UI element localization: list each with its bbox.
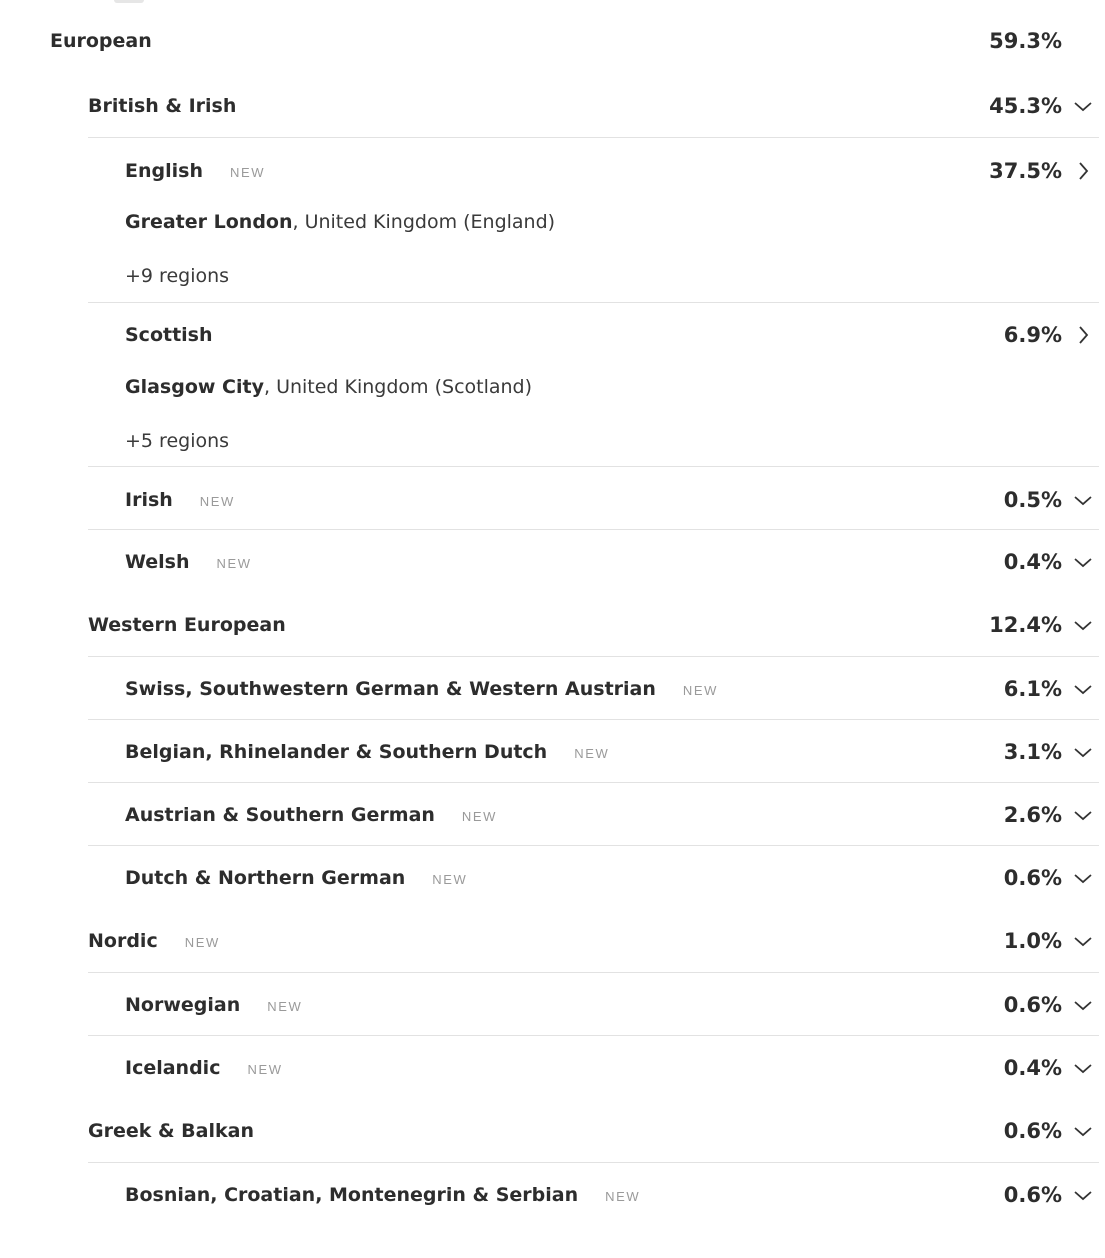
population-percent: 0.6% xyxy=(1003,1183,1062,1207)
group-label: British & Irish xyxy=(88,95,237,117)
chevron-down-icon[interactable] xyxy=(1073,96,1093,116)
divider xyxy=(88,719,1099,720)
population-percent: 0.6% xyxy=(1003,866,1062,890)
chevron-down-icon[interactable] xyxy=(1073,615,1093,635)
region-percent: 59.3% xyxy=(989,29,1062,53)
population-norwegian[interactable] xyxy=(125,990,1099,1020)
divider xyxy=(88,529,1099,530)
chevron-down-icon[interactable] xyxy=(1073,931,1093,951)
chevron-down-icon[interactable] xyxy=(1073,1058,1093,1078)
population-label: Icelandic xyxy=(125,1057,221,1079)
population-label: Belgian, Rhinelander & Southern Dutch xyxy=(125,741,548,763)
new-badge: NEW xyxy=(184,935,220,950)
group-percent: 0.6% xyxy=(1003,1119,1062,1143)
population-dutch[interactable] xyxy=(125,863,1099,893)
top-region-english xyxy=(125,211,555,233)
population-percent: 0.4% xyxy=(1003,1056,1062,1080)
group-percent: 12.4% xyxy=(989,613,1062,637)
population-scottish[interactable] xyxy=(125,320,1099,350)
top-region-country: , United Kingdom (England) xyxy=(292,211,556,233)
population-percent: 0.5% xyxy=(1003,488,1062,512)
population-label: Dutch & Northern German xyxy=(125,867,406,889)
more-regions-link[interactable]: +5 regions xyxy=(125,430,230,452)
population-percent: 6.1% xyxy=(1003,677,1062,701)
population-belgian[interactable] xyxy=(125,737,1099,767)
group-greek-balkan[interactable] xyxy=(88,1116,1099,1146)
divider xyxy=(88,302,1099,303)
divider xyxy=(88,1162,1099,1163)
new-badge: NEW xyxy=(574,746,610,761)
population-percent: 0.6% xyxy=(1003,993,1062,1017)
chevron-down-icon[interactable] xyxy=(1073,552,1093,572)
chevron-down-icon[interactable] xyxy=(1073,742,1093,762)
population-austrian[interactable] xyxy=(125,800,1099,830)
divider xyxy=(88,656,1099,657)
group-british-irish[interactable] xyxy=(88,91,1099,121)
top-region-country: , United Kingdom (Scotland) xyxy=(263,376,533,398)
population-label: Swiss, Southwestern German & Western Austrian xyxy=(125,678,656,700)
group-nordic[interactable] xyxy=(88,926,1099,956)
chevron-down-icon[interactable] xyxy=(1073,868,1093,888)
chevron-right-icon[interactable] xyxy=(1073,325,1093,345)
divider xyxy=(88,137,1099,138)
new-badge: NEW xyxy=(247,1062,283,1077)
region-label: European xyxy=(50,30,152,52)
new-badge: NEW xyxy=(461,809,498,824)
population-percent: 0.4% xyxy=(1003,550,1062,574)
population-irish[interactable] xyxy=(125,485,1099,515)
new-badge: NEW xyxy=(229,165,266,180)
population-label: Norwegian xyxy=(125,994,241,1016)
chevron-down-icon[interactable] xyxy=(1073,1121,1093,1141)
divider xyxy=(88,782,1099,783)
scroll-edge-indicator xyxy=(114,0,144,3)
group-percent: 45.3% xyxy=(989,94,1062,118)
divider xyxy=(88,1035,1099,1036)
top-region-name: Greater London xyxy=(125,211,293,233)
divider xyxy=(88,466,1099,467)
population-label: English xyxy=(125,160,203,182)
population-percent: 37.5% xyxy=(989,159,1062,183)
more-regions-link[interactable]: +9 regions xyxy=(125,265,230,287)
population-label: Austrian & Southern German xyxy=(125,804,435,826)
population-label: Bosnian, Croatian, Montenegrin & Serbian xyxy=(125,1184,579,1206)
chevron-down-icon[interactable] xyxy=(1073,995,1093,1015)
new-badge: NEW xyxy=(267,999,303,1014)
population-swiss[interactable] xyxy=(125,674,1099,704)
divider xyxy=(88,845,1099,846)
group-label: Greek & Balkan xyxy=(88,1120,254,1142)
population-icelandic[interactable] xyxy=(125,1053,1099,1083)
population-welsh[interactable] xyxy=(125,547,1099,577)
population-percent: 6.9% xyxy=(1003,323,1062,347)
chevron-down-icon[interactable] xyxy=(1073,490,1093,510)
population-bosnian[interactable] xyxy=(125,1180,1099,1210)
chevron-down-icon[interactable] xyxy=(1073,679,1093,699)
new-badge: NEW xyxy=(682,683,719,698)
group-label: Western European xyxy=(88,614,286,636)
new-badge: NEW xyxy=(216,556,252,571)
new-badge: NEW xyxy=(605,1189,641,1204)
group-western-european[interactable] xyxy=(88,610,1099,640)
new-badge: NEW xyxy=(199,494,235,509)
group-label: Nordic xyxy=(88,930,158,952)
population-label: Welsh xyxy=(125,551,190,573)
population-percent: 3.1% xyxy=(1003,740,1062,764)
top-region-scottish xyxy=(125,376,532,398)
group-percent: 1.0% xyxy=(1003,929,1062,953)
top-region-name: Glasgow City xyxy=(125,376,264,398)
chevron-down-icon[interactable] xyxy=(1073,805,1093,825)
divider xyxy=(88,972,1099,973)
population-label: Scottish xyxy=(125,324,213,346)
population-english[interactable] xyxy=(125,156,1099,186)
population-percent: 2.6% xyxy=(1003,803,1062,827)
region-european xyxy=(50,26,1099,56)
new-badge: NEW xyxy=(432,872,468,887)
chevron-down-icon[interactable] xyxy=(1073,1185,1093,1205)
population-label: Irish xyxy=(125,489,173,511)
chevron-right-icon[interactable] xyxy=(1073,161,1093,181)
